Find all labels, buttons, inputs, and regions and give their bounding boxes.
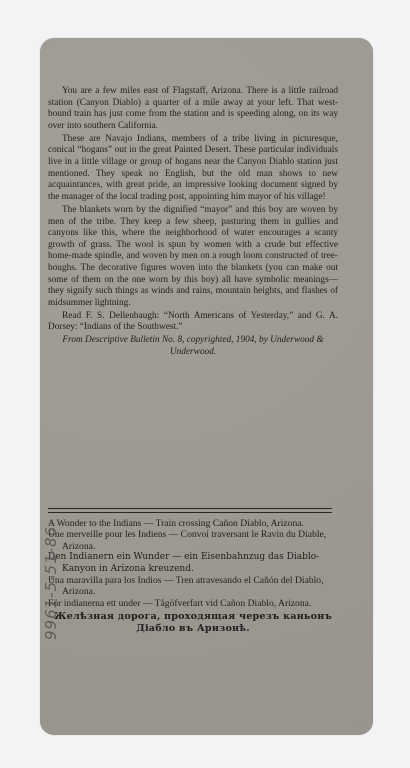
- caption-russian: Желѣзная дорога, проходящая черезъ каньонъ Діабло въ Аризонѣ.: [53, 611, 333, 634]
- caption-french: Une merveille pour les Indiens — Convoi traversant le Ravin du Diable, Arizona.: [48, 529, 327, 552]
- description-paragraph-2: These are Navajo Indians, members of a tribe living in picturesque, conical “hogans” out in the great Painted Desert. These particular individuals live in a little village or group of hogans near the Canyon Diablo station just mentioned. They speak no English, but the old man shows to new acquaintances, with great pride, an impressive looking document signed by the manager of the local trading post, appointing him mayor of his village!: [48, 133, 338, 202]
- caption-english: A Wonder to the Indians — Train crossing Cañon Diablo, Arizona.: [48, 518, 304, 529]
- divider-line-top: [48, 508, 332, 509]
- caption-spanish: Una maravilla para los Indios — Tren atravesando el Cañón del Diablo, Arizona.: [48, 575, 324, 598]
- reading-reference: Read F. S. Dellenbaugh: “North Americans of Yesterday,” and G. A. Dorsey: “Indians of the Southwest.”: [48, 310, 338, 333]
- multilingual-captions: [48, 518, 338, 634]
- caption-swedish: För indianerna ett under — Tågöfverfart vid Cañon Diablo, Arizona.: [48, 597, 312, 609]
- divider-line-bottom: [48, 512, 332, 513]
- source-credit: From Descriptive Bulletin No. 8, copyrighted, 1904, by Underwood & Underwood.: [62, 335, 324, 358]
- handwritten-catalog-number: 9961-5-51-86: [42, 525, 60, 640]
- description-paragraph-1: You are a few miles east of Flagstaff, Arizona. There is a little railroad station (Canyon Diablo) a quarter of a mile away at your left. That west-bound train has just come from the station and is speeding along, on its way over into southern California.: [48, 86, 338, 131]
- caption-german: Den Indianern ein Wunder — ein Eisenbahnzug das Diablo-Kanyon in Arizona kreuzend.: [48, 552, 320, 574]
- description-text: [48, 86, 338, 360]
- description-paragraph-3: The blankets worn by the dignified “mayor” and this boy are woven by men of the tribe. They keep a few sheep, pasturing them in gullies and canyons like this, where the neighborhood of water encourages a scanty growth of grass. The wool is spun by women with a crude but effective home-made spindle, and woven by men on a rough loom constructed of tree-boughs. The decorative figures woven into the blankets (you can make out some of them on the one worn by this boy) all have symbolic meanings—they signify such things as winds and rains, mountain heights, and flashes of midsummer lightning.: [48, 204, 338, 308]
